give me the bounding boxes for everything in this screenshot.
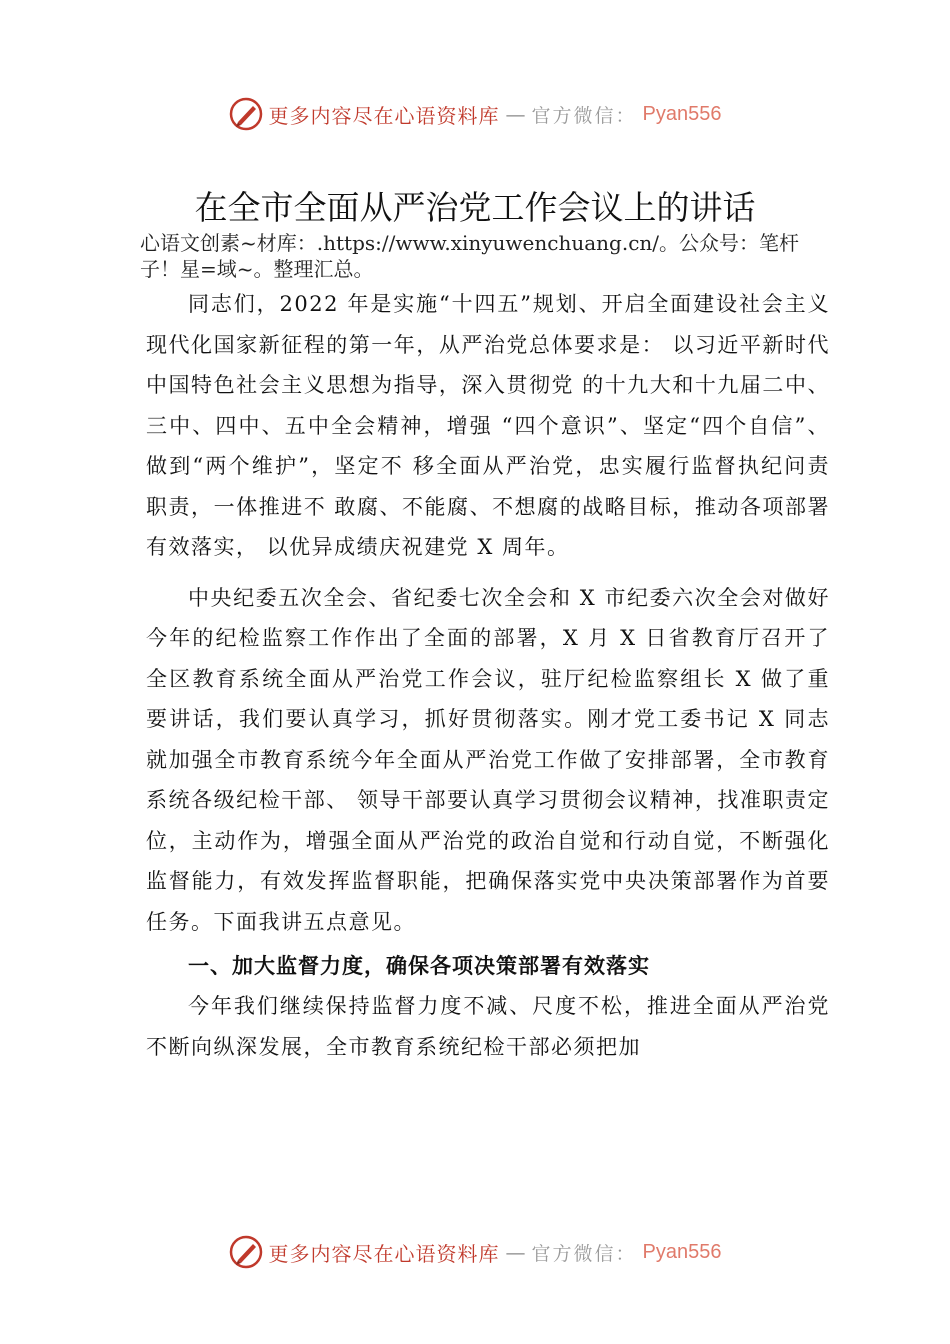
source-note: 心语文创素~材库：.https://www.xinyuwenchuang.cn/。公众号：笔杆子！星=域~。整理汇总。 [140,231,800,281]
banner-separator: — [505,102,526,126]
page-title: 在全市全面从严治党工作会议上的讲话 [194,188,756,227]
paragraph-1: 同志们，2022 年是实施“十四五”规划、开启全面建设社会主义现代化国家新征程的第一年，从严治党总体要求是： 以习近平新时代中国特色社会主义思想为指导，深入贯彻党 的十九大和十九届二中、三中、四中、五中全会精神，增强 “四个意识”、坚定“四个自信”、做到“两个维护”，坚定不 移全面从严治党，忠实履行监督执纪问责职责，一体推进不 敢腐、不能腐、不想腐的战略目标，推动各项部署有效落实， 以优异成绩庆祝建党 X 周年。 [146,292,830,559]
header-banner [0,94,950,134]
paragraph-2: 中央纪委五次全会、省纪委七次全会和 X 市纪委六次全会对做好今年的纪检监察工作作出了全面的部署，X 月 X 日省教育厅召开了全区教育系统全面从严治党工作会议，驻厅纪检监察组长 X 做了重要讲话，我们要认真学习，抓好贯彻落实。刚才党工委书记 X 同志就加强全市教育系统今年全面从严治党工作做了安排部署，全市教育系统各级纪检干部、 领导干部要认真学习贯彻会议精神，找准职责定位，主动作为，增强全面从严治党的政治自觉和行动自觉，不断强化监督能力，有效发挥监督职能，把确保落实党中央决策部署作为首要任务。下面我讲五点意见。 [146,585,830,934]
paragraph-3: 今年我们继续保持监督力度不减、尺度不松，推进全面从严治党不断向纵深发展，全市教育系统纪检干部必须把加 [146,994,830,1059]
banner-wechat-id: Pyan556 [642,102,722,125]
banner-separator: — [505,1240,526,1264]
banner-label: 官方微信： [531,1242,637,1265]
banner-text: 更多内容尽在心语资料库 [268,1241,500,1266]
footer-banner [0,1232,950,1272]
document-body [146,284,830,1067]
banner-text: 更多内容尽在心语资料库 [268,103,500,128]
section-heading: 一、加大监督力度，确保各项决策部署有效落实 [188,954,650,978]
banner-label: 官方微信： [531,104,637,127]
pen-logo-icon [229,97,263,131]
pen-logo-icon [229,1235,263,1269]
banner-wechat-id: Pyan556 [642,1240,722,1263]
